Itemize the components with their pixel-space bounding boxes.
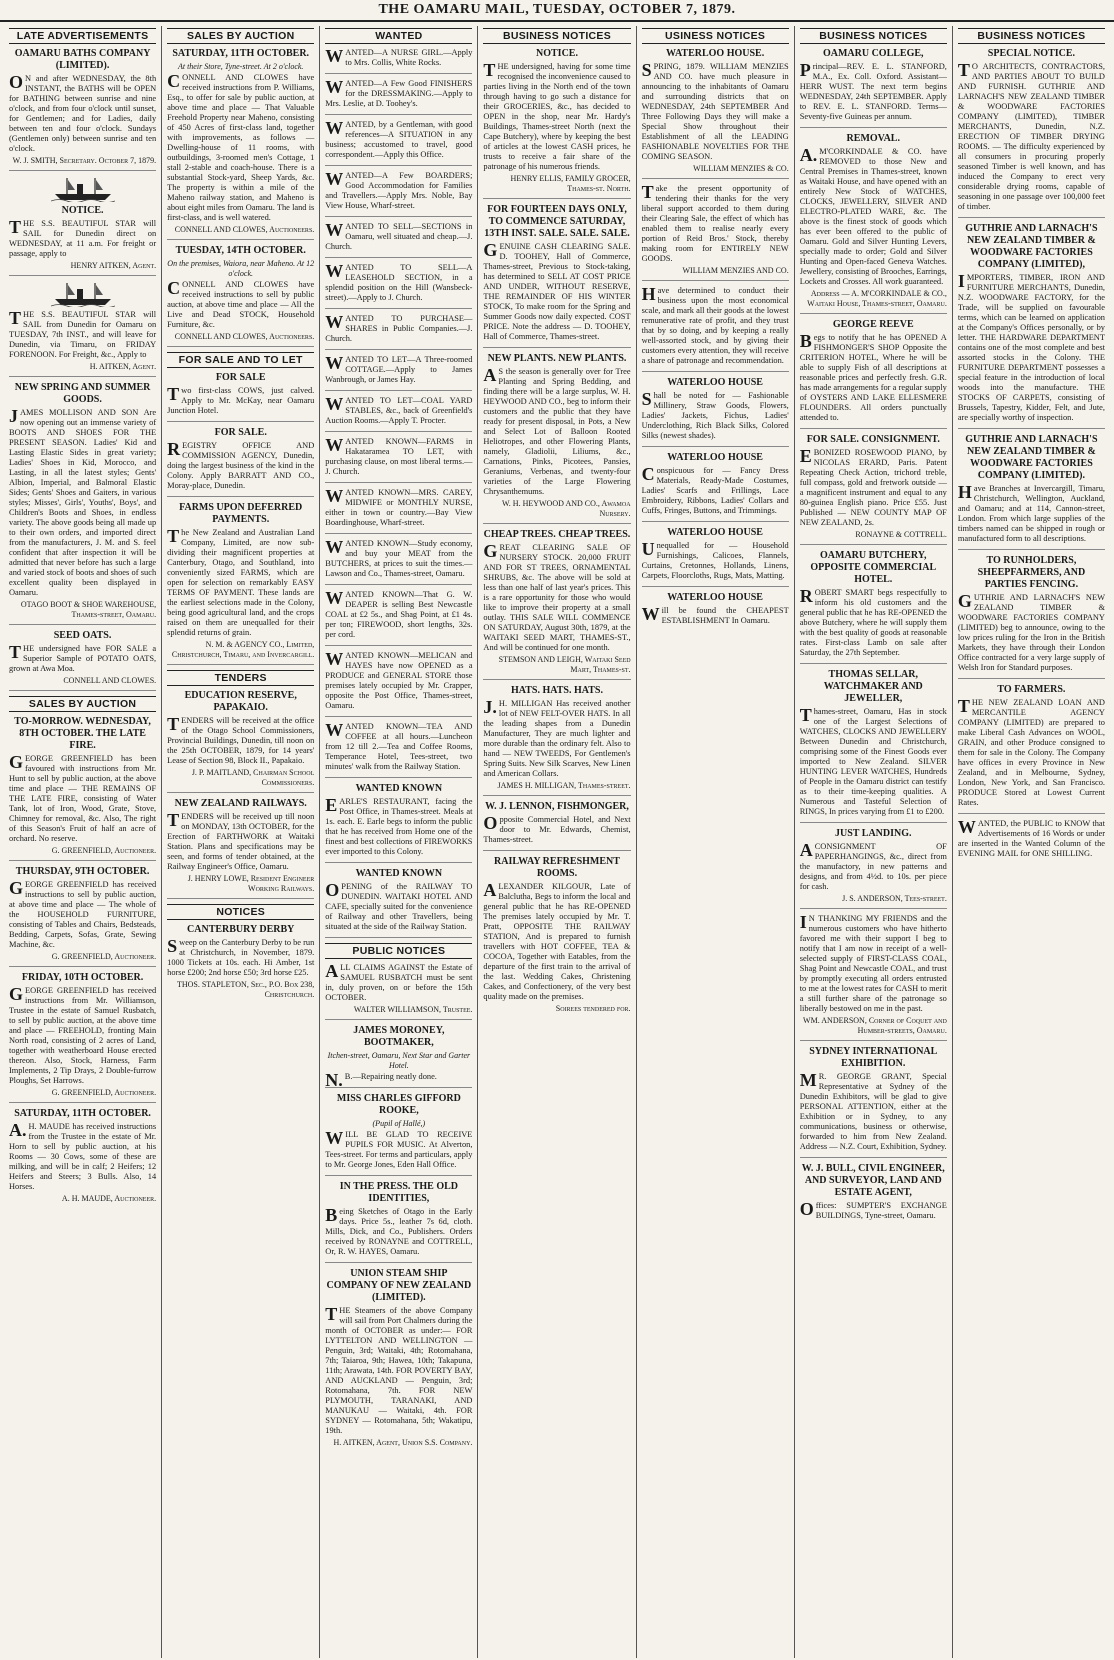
column-2: [162, 26, 320, 1658]
advertisement: [325, 539, 472, 585]
ad-title: FOR SALE. CONSIGNMENT.: [806, 434, 940, 445]
advertisement: [9, 972, 156, 1103]
advertisement: [325, 79, 472, 115]
advertisement: [325, 963, 472, 1020]
ad-body: WANTED—A Few Good FINISHERS for the DRESSMAKING.—Apply to Mrs. Leslie, at D. Toohey's.: [325, 77, 473, 108]
advertisement: [642, 592, 789, 631]
ad-title: NEW SPRING AND SUMMER GOODS.: [14, 382, 151, 405]
ad-body: ALEXANDER KILGOUR, Late of Balclutha, Begs to inform the local and general public that he has RE-OPENED The premises lately occupied by Mr. T. Pratt, OPPOSITE THE RAILWAY STATION, And is prepared to furnish travellers with HOT COFFEE, TEA & COCOA, Together with Eatables, from the departure of the first train to the arrival of the last. Wedding Cakes, Christening Cakes, and Confectionery, of the very best quality made on the premises.: [483, 880, 631, 1001]
advertisement: [9, 281, 156, 377]
ad-body: THE Steamers of the above Company will sail from Port Chalmers during the month of OCTOBER as under:— FOR LYTTELTON AND WELLINGTON — Penguin, 3rd; Waitaki, 4th; Rotomahana, 7th; Taiaroa, 9th; Hawea, 10th; Takapuna, 11th; Arawata, 14th. FOR POVERTY BAY, AND AUCKLAND — Penguin, 3rd; Rotomahana, 7th. FOR NEW PLYMOUTH, TARANAKI, AND MANUKAU — Waitaki, 4th. FOR SYDNEY — Rotomahana, 5th; Wakatipu, 19th.: [325, 1304, 473, 1435]
ad-title: NOTICE.: [536, 48, 578, 59]
advertisement: [483, 856, 630, 1018]
advertisement: [325, 222, 472, 258]
ad-signature: THOS. STAPLETON, Sec., P.O. Box 238, Christchurch.: [176, 980, 315, 999]
masthead-title: THE OAMARU MAIL, TUESDAY, OCTOBER 7, 1879.: [0, 0, 1114, 22]
ad-body: ACONSIGNMENT OF PAPERHANGINGS, &c., direct from the manufactory, in new patterns and designs, and from 4½d. to 10s. per piece for cash.: [799, 840, 947, 891]
steamship-icon: [51, 176, 115, 202]
ad-body: Being Sketches of Otago in the Early days. Price 5s., leather 7s 6d, cloth. Mills, Dick, and Co., Publishers. Orders received by RONAYNE and COTTRELL, Or, R. W. HAYES, Oamaru.: [325, 1205, 473, 1256]
advertisement: [325, 396, 472, 432]
section-heading: SALES BY AUCTION: [9, 696, 156, 712]
advertisement: [642, 377, 789, 447]
advertisement: [958, 48, 1105, 218]
ad-signature: G. GREENFIELD, Auctioneer.: [51, 952, 157, 961]
ad-body: Take the present opportunity of tendering their thanks for the very liberal support accorded to them during their Clearing Sale, the effect of which has enabled them to realise nearly every portion of Reid Bros.' Stock, thereby making room for ENTIRELY NEW GOODS.: [641, 182, 789, 263]
ad-body: IN THANKING MY FRIENDS and the numerous customers who have hitherto favored me with their support I beg to notify that I am now in receipt of a well-selected supply of FIRST-CLASS COAL, Shag Point and Newcastle COAL, and trust by promptly executing all orders entrusted to me at the lowest rates for CASH to merit a still further share of the patronage so liberally bestowed on me in the past.: [799, 912, 947, 1013]
advertisement: [800, 133, 947, 314]
ad-title: WATERLOO HOUSE: [667, 452, 763, 463]
ad-body: AS the season is generally over for Tree Planting and Spring Bedding, and finding there will be a large surplus, W. H. HEYWOOD AND CO., beg to inform their customers and the public that they have ready for present disposal, in Pots, a New and Select Lot of Balloon Rooted Heliotropes, and other Flowering Plants, namely, Gladiolii, Liliums, &c., Carnations, Pinks, Picotees, Pansies, Geraniums, Verbenas, and twenty-four varieties of the Large Flowering Chrysanthemums.: [483, 365, 631, 496]
column-heading: WANTED: [325, 28, 472, 44]
ad-body: WANTED, the PUBLIC to KNOW that Advertisements of 16 Words or under are inserted in the Wanted Column of the EVENING MAIL for ONE SHILLING.: [957, 817, 1105, 858]
advertisement: [325, 1025, 472, 1088]
ad-signature: Soirees tendered for.: [555, 1004, 631, 1013]
column-6: [795, 26, 953, 1658]
ad-body: Have Branches at Invercargill, Timaru, Christchurch, Wellington, Auckland, and Oamaru; and at 114, Cannon-street, London. From which large supplies of the timbers named can be shipped in rough or manufactured form to all descriptions.: [957, 482, 1105, 543]
ad-signature: CONNELL AND CLOWES.: [63, 676, 157, 685]
ad-subtitle: (Pupil of Hallé,): [372, 1119, 426, 1128]
ad-body: WANTED, by a Gentleman, with good references—A SITUATION in any business; accustomed to travel, good correspondent.—Apply this Office.: [325, 118, 473, 159]
advertisement: [483, 529, 630, 680]
ad-title: CHEAP TREES. CHEAP TREES.: [483, 529, 631, 540]
ad-body: WANTED KNOWN—That G. W. DEAPER is selling Best Newcastle COAL at £2 5s., and Shag Point, at £1 4s. per ton; FIREWOOD, short lengths, 32s. per cord.: [325, 588, 473, 639]
advertisement: [9, 630, 156, 691]
ad-signature: G. GREENFIELD, Auctioneer.: [51, 846, 157, 855]
ad-signature: Address — A. M'CORKINDALE & CO., Waitaki House, Thames-street, Oamaru.: [807, 289, 947, 308]
advertisement: [325, 263, 472, 309]
ad-body: WANTED—A NURSE GIRL.—Apply to Mrs. Collis, White Rocks.: [325, 46, 473, 67]
ad-body: EBONIZED ROSEWOOD PIANO, by NICOLAS ERARD, Paris. Patent Repeating Check Action, trichord treble, full compass, gold and fretwork outside — a magnificent instrument and equal to any 80-guinea English piano. Price £55. Just Published — NEW COUNTY MAP OF NEW ZEALAND, 2s.: [799, 446, 947, 527]
ad-signature: H. AITKEN, Agent, Union S.S. Company.: [333, 1438, 473, 1447]
advertisement: [325, 120, 472, 166]
column-5: [637, 26, 795, 1658]
ad-title: FOR SALE.: [214, 427, 267, 438]
advertisement: [325, 1181, 472, 1263]
ad-body: Unequalled for — Household Furnishings, Calicoes, Flannels, Curtains, Cretonnes, Hollands, Linens, Carpets, Floorcloths, Rugs, Mats, Matting.: [641, 539, 789, 580]
ad-body: ON and after WEDNESDAY, the 8th INSTANT, the BATHS will be OPEN for BATHING between sunrise and nine o'clock, and from four o'clock until sunset, for Gentlemen; and for Ladies, daily between ten and four o'clock. Sundays (Gentlemen only) between sunrise and ten o'clock.: [9, 72, 157, 153]
ad-title: NEW ZEALAND RAILWAYS.: [174, 798, 307, 809]
ad-body: Offices: SUMPTER'S EXCHANGE BUILDINGS, Tyne-street, Oamaru.: [799, 1199, 947, 1220]
ad-signature: W. J. SMITH, Secretary. October 7, 1879.: [12, 156, 157, 165]
advertisement: [9, 48, 156, 171]
advertisement: [325, 651, 472, 717]
ad-body: Begs to notify that he has OPENED A FISHMONGER'S SHOP Opposite the CRITERION HOTEL, Where he will be able to supply Fish of all descriptions at reasonable prices and perfectly fresh. G.R. has made arrangements for a regular supply of OYSTERS AND LAKE ELLESMERE FLOUNDERS. All orders punctually attended to.: [799, 331, 947, 422]
ad-title: WANTED KNOWN: [355, 783, 443, 794]
advertisement: [800, 669, 947, 823]
ad-body: A.M'CORKINDALE & CO. have REMOVED to those New and Central Premises in Thames-street, known as Waitaki House, and have opened with an entirely New Stock of WATCHES, CLOCKS, JEWELLERY, SILVER AND ELECTRO-PLATED WARE, &c. The above is the finest stock of goods which has ever been offered to the public of Oamaru. Gold and Silver Hunting Levers, specially made to order; Gold and Silver Hunting and Open-faced Geneva Watches. Jewellery, consisting of Brooches, Earrings, Lockets and Crosses. All work guaranteed.: [799, 145, 947, 286]
advertisement: [325, 1093, 472, 1176]
ad-body: WANTED TO LET—A Three-roomed COTTAGE.—Apply to James Wanbrough, or James Hay.: [325, 353, 473, 384]
ad-title: OAMARU BUTCHERY, OPPOSITE COMMERCIAL HOTEL.: [810, 550, 937, 585]
advertisement: [167, 427, 314, 497]
ad-title: IN THE PRESS. THE OLD IDENTITIES,: [339, 1181, 458, 1204]
ad-title: GEORGE REEVE: [832, 319, 914, 330]
advertisement: [325, 437, 472, 483]
ad-signature: WILLIAM MENZIES & CO.: [693, 164, 789, 173]
section-heading: NOTICES: [167, 904, 314, 920]
ad-body: WANTED TO LET—COAL YARD STABLES, &c., back of Greenfield's Auction Rooms.—Apply T. Procter.: [325, 394, 473, 425]
ad-title: W. J. BULL, CIVIL ENGINEER, AND SURVEYOR, LAND AND ESTATE AGENT,: [801, 1163, 945, 1198]
ad-body: EARLE'S RESTAURANT, facing the Post Office, in Thames-street. Meals at 1s. each. E. Earle begs to inform the public that he has received from Home one of the finest and best collections of FIREWORKS ever imported to this Colony.: [325, 795, 473, 856]
advertisement: [483, 685, 630, 796]
ad-body: Have determined to conduct their business upon the most economical scale, and mark all their goods at the lowest remunerative rate of profit, and they trust that by so doing, and by keeping a really well-assorted stock, and by giving their customers every attention, they will receive a share of patronage and recommendation.: [641, 284, 789, 365]
advertisement: [800, 914, 947, 1041]
ad-body: JAMES MOLLISON AND SON Are now opening out an immense variety of BOOTS AND SHOES FOR THE PRESENT SEASON. Ladies' Kid and Lasting Elastic Sides in great variety; Ladies' Shoes in Kid, Morocco, and Lasting, in all the latest styles; Gents' Albion, Imperial, and Balmoral Elastic Sides; Gents' Shoes and Gaiters, in various styles; Misses', Girls', Youths', Boys', and Children's Boots and Shoes, in endless variety. The above goods being all made up to their own orders, and imported direct from the manufacturers, J. M. and S. feel confident that after inspection it will be admitted that never before has such a large and varied stock of boots and shoes of such excellent quality been displayed in Oamaru.: [9, 406, 157, 597]
section-heading: FOR SALE AND TO LET: [167, 352, 314, 368]
ad-title: UNION STEAM SHIP COMPANY OF NEW ZEALAND (LIMITED).: [326, 1268, 472, 1303]
ad-body: CONNELL AND CLOWES have received instructions from P. Williams, Esq., to offer for sale by public auction, at above time and place — That Valuable Freehold Property near Maheno, consisting of 450 Acres of first-class land, together with improvements, as follows — Dwelling-house of 11 rooms, with outbuildings, 3-roomed men's Cottage, 1 stall 2-stable and coach-house. There is a substantial Stock-yard, Sheep Yards, &c. The property is within a mile of the Maheno railway station, and Maheno is about eight miles from Oamaru. The land is first-class, and is well watered.: [167, 71, 315, 222]
ad-body: THE undersigned, having for some time recognised the inconvenience caused to parties living in the North end of the town through having to go such a distance for their GROCERIES, &c., has decided to OPEN in the shop, near Mr. Hardy's Buildings, Thames-street North (next the Cape Butchery), where by keeping the best of articles at the lowest CASH prices, he trusts to receive a fair share of the patronage of his numerous friends.: [483, 60, 631, 171]
ad-body: GEORGE GREENFIELD has received instructions to sell by public auction, at above time and place — The whole of the HOUSEHOLD FURNITURE, consisting of Tables and Chairs, Bedsteads, Bedding, Carpets, Sofas, Grate, Sewing Machine, &c.: [9, 878, 157, 949]
ad-signature: H. AITKEN, Agent.: [89, 362, 157, 371]
ad-body: Conspicuous for — Fancy Dress Materials, Ready-Made Costumes, Ladies' Scarfs and Frillings, Lace Embroidery, Ribbons, Ladies' Collars and Cuffs, Fringes, Buttons, and Trimmings.: [641, 464, 789, 515]
column-1: [4, 26, 162, 1658]
ad-title: GUTHRIE AND LARNACH'S NEW ZEALAND TIMBER & WOODWARE FACTORIES COMPANY (LIMITED).: [965, 434, 1098, 481]
advertisement: [800, 1163, 947, 1226]
section-heading: TENDERS: [167, 670, 314, 686]
advertisement: [642, 184, 789, 281]
column-3: [320, 26, 478, 1658]
ad-title: GUTHRIE AND LARNACH'S NEW ZEALAND TIMBER & WOODWARE FACTORIES COMPANY (LIMITED),: [965, 223, 1098, 270]
advertisement: [325, 48, 472, 74]
ad-signature: CONNELL AND CLOWES, Auctioneers.: [174, 332, 315, 341]
ad-title: OAMARU COLLEGE,: [822, 48, 924, 59]
ad-body: GEORGE GREENFIELD has received instructions from Mr. Williamson, Trustee in the estate of Samuel Rusbatch, to sell by public auction, at the above time and place — FREEHOLD, fronting Main North road, consisting of 2 acres of Land, together with weatherboard House erected thereon. Also, Stock, Harness, Farm Implements, 2 Tip Drays, 2 Double-furrow Ploughs, Set Harrows.: [9, 984, 157, 1085]
ad-body: WANTED TO SELL—SECTIONS in Oamaru, well situated and cheap.—J. Church.: [325, 220, 473, 251]
ad-body: J.H. MILLIGAN Has received another lot of NEW FELT-OVER HATS. In all the leading shapes from a Dunedin Manufacturer, They are much lighter and more durable than the ordinary felt. Also to hand — NEW TWEEDS, For Gentlemen's Spring Suits. New Silk Scarves, New Linen and American Collars.: [483, 697, 631, 778]
ad-title: TO-MORROW. WEDNESDAY, 8TH OCTOBER. THE LATE FIRE.: [14, 716, 151, 751]
ad-body: GENUINE CASH CLEARING SALE. D. TOOHEY, Hall of Commerce, Thames-street, Previous to Stock-taking, has determined to SELL AT COST PRICE AND UNDER, WITHOUT RESERVE, THE REMAINDER OF HIS WINTER STOCK, To make room for the Spring and Summer Goods now daily expected. COST PRICE. Note the address — D. TOOHEY, Hall of Commerce, Thames-street.: [483, 240, 631, 341]
ad-title: NEW PLANTS. NEW PLANTS.: [487, 353, 627, 364]
ad-body: WANTED KNOWN—MELICAN and HAYES have now OPENED as a PRODUCE and GENERAL STORE those premises lately occupied by Mr. Crapper, opposite the Post Office, Thames-street, Oamaru.: [325, 649, 473, 710]
ad-title: FARMS UPON DEFERRED PAYMENTS.: [179, 502, 303, 525]
ad-body: WANTED KNOWN—MRS. CAREY, MIDWIFE or MONTHLY NURSE, either in town or country.—Bay View Boardinghouse, Wharf-street.: [325, 486, 473, 527]
column-heading: BUSINESS NOTICES: [483, 28, 630, 44]
ad-body: SPRING, 1879. WILLIAM MENZIES AND CO. have much pleasure in announcing to the inhabitants of Oamaru and surrounding districts that on WEDNESDAY, 24th SEPTEMBER And Three Following Days they will make a Special Show throughout their Establishment of all the LEADING FASHIONABLE NOVELTIES FOR THE COMING SEASON.: [641, 60, 789, 161]
ad-body: ALL CLAIMS AGAINST the Estate of SAMUEL RUSBATCH must be sent in, duly proven, on or before the 15th OCTOBER.: [325, 961, 473, 1002]
ad-title: HATS. HATS. HATS.: [511, 685, 603, 696]
ad-title: TUESDAY, 14TH OCTOBER.: [175, 245, 306, 256]
advertisement: [9, 176, 156, 276]
advertisement: [800, 48, 947, 128]
advertisement: [325, 783, 472, 863]
ad-signature: A. H. MAUDE, Auctioneer.: [61, 1194, 157, 1203]
ad-body: TENDERS will be received up till noon on MONDAY, 13th OCTOBER, for the Erection of FARTHWORK at Waitaki Station. Plans and specifications may be seen, and forms of tender obtained, at the Railway Engineer's Office, Oamaru.: [167, 810, 315, 871]
ad-body: Opposite Commercial Hotel, and Next door to Mr. Edwards, Chemist, Thames-street.: [483, 813, 631, 844]
ad-title: WATERLOO HOUSE: [667, 377, 763, 388]
advertisement: [167, 502, 314, 665]
ad-body: OPENING of the RAILWAY TO DUNEDIN. WAITAKI HOTEL AND CAFE, specially suited for the convenience of Railway and other Travellers, being situated at the side of the Railway Station.: [325, 880, 473, 931]
ad-body: GREAT CLEARING SALE OF NURSERY STOCK. 20,000 FRUIT AND FOR ST TREES, ORNAMENTAL SHRUBS, &c. The above will be sold at less than one half of last year's prices. This is a rare opportunity for those who would like to improve their property at a small outlay. THIS SALE WILL COMMENCE ON SATURDAY, August 30th, 1879, at the WAITAKI SEED MART, THAMES-ST., And will be continued for one month.: [483, 541, 631, 652]
advertisement: [958, 819, 1105, 864]
ad-subtitle: On the premises, Waiora, near Maheno. At 12 o'clock.: [167, 259, 315, 278]
ad-signature: J. P. MAITLAND, Chairman School Commissioners.: [191, 768, 315, 787]
ad-body: WILL BE GLAD TO RECEIVE PUPILS FOR MUSIC. At Alverton, Tees-street. For terms and particulars, apply to Mr. George Jones, Eden Hall Office.: [325, 1128, 473, 1169]
ad-title: WATERLOO HOUSE: [667, 592, 763, 603]
advertisement: [325, 722, 472, 778]
ad-body: WANTED KNOWN—Study economy, and buy your MEAT from the BUTCHERS, at prices to suit the times.—Lawson and Co., Thames-street, Oamaru.: [325, 537, 473, 578]
advertisement: [483, 204, 630, 348]
ad-body: TENDERS will be received at the office of the Otago School Commissioners, Provincial Buildings, Dunedin, till noon on the 25th OCTOBER, 1879, for 14 years' Lease of Section 98, Block II., Papakaio.: [167, 714, 315, 765]
ad-signature: CONNELL AND CLOWES, Auctioneers.: [174, 225, 315, 234]
ad-body: Shall be noted for — Fashionable Millinery, Straw Goods, Flowers, Ladies' Jackets, Fichus, Ladies' Underclothing, Rich Black Silks, Colored Silks (newest shades).: [641, 389, 789, 440]
ad-signature: G. GREENFIELD, Auctioneer.: [51, 1088, 157, 1097]
ad-body: THE undersigned have FOR SALE a Superior Sample of POTATO OATS, grown at Awa Moa.: [9, 642, 157, 673]
ad-body: THE NEW ZEALAND LOAN AND MERCANTILE AGENCY COMPANY (LIMITED) are prepared to make Liberal Cash Advances on WOOL, GRAIN, and other Produce consigned to them for sale in the Colony. The Company have offices in every Province in New Zealand, and in Melbourne, Sydney, London, New York, and San Francisco. PRODUCE Stored at Lowest Current Rates.: [957, 696, 1105, 807]
ad-body: WANTED—A Few BOARDERS; Good Accommodation for Families and Travellers.—Apply Mrs. Noble, Bay View House, Wharf-street.: [325, 169, 473, 210]
ad-body: WANTED TO SELL—A LEASEHOLD SECTION, in a splendid position on the Hill (Wansbeck-street).—Apply to J. Church.: [325, 261, 473, 302]
advertisement: [9, 716, 156, 861]
steamship-icon: [51, 281, 115, 307]
ad-body: GUTHRIE AND LARNACH'S NEW ZEALAND TIMBER & WOODWARE FACTORIES COMPANY (LIMITED) beg to announce, owing to the low prices ruling for the Iron in the British Markets, they have through their London Office contracted for a very large supply of Welsh Iron for Standard purposes.: [957, 591, 1105, 672]
ad-body: Will be found the CHEAPEST ESTABLISHMENT In Oamaru.: [641, 604, 789, 625]
ad-signature: J. HENRY LOWE, Resident Engineer Working Railways.: [187, 874, 315, 893]
column-heading: LATE ADVERTISEMENTS: [9, 28, 156, 44]
advertisement: [958, 555, 1105, 679]
ad-body: GEORGE GREENFIELD has been favoured with instructions from Mr. Hunt to sell by public auction, at the above time and place — THE REMAINS OF THE LATE FIRE, consisting of Water Tank, lot of Iron, Wood, Grate, Stove, Chimney for removal, &c. Also, The right of this Season's Fruit of half an acre of orchard. No reserve.: [9, 752, 157, 843]
ad-title: FOR SALE: [215, 372, 266, 383]
ad-signature: JAMES H. MILLIGAN, Thames-street.: [497, 781, 631, 790]
advertisement: [800, 550, 947, 664]
ad-signature: J. S. ANDERSON, Tees-street.: [842, 894, 947, 903]
column-7: [953, 26, 1110, 1658]
ad-title: FOR FOURTEEN DAYS ONLY, TO COMMENCE SATURDAY, 13TH INST. SALE. SALE. SALE.: [484, 204, 630, 239]
ad-title: REMOVAL.: [846, 133, 900, 144]
section-heading: PUBLIC NOTICES: [325, 943, 472, 959]
advertisement: [325, 590, 472, 646]
ad-body: Two first-class COWS, just calved. Apply to Mr. McKay, near Oamaru Junction Hotel.: [167, 384, 315, 415]
advertisement: [325, 868, 472, 938]
ad-body: WANTED TO PURCHASE—SHARES in Public Companies.—J. Church.: [325, 312, 473, 343]
advertisement: [483, 48, 630, 199]
column-4: [478, 26, 636, 1658]
ad-signature: HENRY ELLIS, FAMILY GROCER, Thames-st. North.: [510, 174, 631, 193]
column-heading: BUSINESS NOTICES: [800, 28, 947, 44]
ad-body: Sweep on the Canterbury Derby to be run at Christchurch, in November, 1879. 1000 Tickets at 10s. each. Hi Amber, 1st horse £200; 2nd horse £50; 3rd horse £25.: [167, 936, 315, 977]
ad-signature: HENRY AITKEN, Agent.: [70, 261, 157, 270]
ad-signature: N. M. & AGENCY CO., Limited, Christchurch, Timaru, and Invercargill.: [171, 640, 315, 659]
ad-title: RAILWAY REFRESHMENT ROOMS.: [494, 856, 620, 879]
column-heading: USINESS NOTICES: [642, 28, 789, 44]
advertisement: [958, 684, 1105, 814]
ad-body: WANTED KNOWN—TEA AND COFFEE at all hours.—Luncheon from 12 till 2.—Tea and Coffee Rooms, Temperance Hotel, Tees-street, two minutes' walk from the Railway Station.: [325, 720, 473, 771]
ad-subtitle: At their Store, Tyne-street. At 2 o'clock.: [177, 62, 304, 71]
ad-title: W. J. LENNON, FISHMONGER,: [485, 801, 629, 812]
ad-body: Thames-street, Oamaru, Has in stock one of the Largest Selections of WATCHES, CLOCKS AND JEWELLERY Between Dunedin and Christchurch, comprising some of the Finest Goods ever imported to New Zealand. SILVER HUNTING LEVER WATCHES, Hundreds of People in the Oamaru district can testify as to their time-keeping qualities. A Numerous and Tasteful Selection of RINGS, In prices varying from £1 to £200.: [799, 705, 947, 816]
ad-signature: RONAYNE & COTTRELL.: [855, 530, 947, 539]
advertisement: [958, 434, 1105, 550]
advertisement: [325, 171, 472, 217]
ad-body: A.H. MAUDE has received instructions from the Trustee in the estate of Mr. Horn to sell by public auction, at his Rooms — 30 Cows, some of these are milking, and will be in calf; 2 Heifers; 12 Heifers and Steers; 3 Bulls. Also, 14 Horses.: [9, 1120, 157, 1191]
advertisement: [325, 314, 472, 350]
advertisement: [800, 319, 947, 429]
ad-title: JUST LANDING.: [835, 828, 912, 839]
advertisement: [167, 690, 314, 793]
ad-title: SPECIAL NOTICE.: [987, 48, 1076, 59]
ad-title: TO FARMERS.: [997, 684, 1066, 695]
advertisement: [800, 828, 947, 909]
ad-signature: STEMSON AND LEIGH, Waitaki Seed Mart, Thames-st.: [498, 655, 631, 674]
advertisement: [958, 223, 1105, 429]
ad-signature: OTAGO BOOT & SHOE WAREHOUSE, Thames-street, Oamaru.: [20, 600, 157, 619]
ad-body: ROBERT SMART begs respectfully to inform his old customers and the general public that he has RE-OPENED the above Butchery, where he will supply them with the best quality of goods at reasonable rates. First-class Lamb on sale after Saturday, the 27th September.: [799, 586, 947, 657]
column-heading: BUSINESS NOTICES: [958, 28, 1105, 44]
ad-title: FRIDAY, 10TH OCTOBER.: [21, 972, 144, 983]
ad-body: MR. GEORGE GRANT, Special Representative at Sydney of the Dunedin Exhibitors, will be glad to give PERSONAL ATTENTION, either at the Exhibition or in Sydney, to any communications, business or otherwise, forwarded to him from New Zealand. Address — N.Z. Court, Exhibition, Sydney.: [799, 1070, 947, 1151]
ad-signature: WILLIAM MENZIES AND CO.: [682, 266, 789, 275]
advertisement: [325, 488, 472, 534]
advertisement: [483, 801, 630, 851]
ad-signature: WALTER WILLIAMSON, Trustee.: [353, 1005, 473, 1014]
ad-body: CONNELL AND CLOWES have received instructions to sell by public auction, at above time and place — All the Live and Dead STOCK, Household Furniture, &c.: [167, 278, 315, 329]
ad-body: REGISTRY OFFICE AND COMMISSION AGENCY, Dunedin, doing the largest business of the kind in the Colony. Apply BARRATT AND CO., Moray-place, Dunedin.: [167, 439, 315, 490]
ad-signature: W. H. HEYWOOD AND CO., Awamoa Nursery.: [501, 499, 631, 518]
advertisement: [167, 48, 314, 240]
ad-body: IMPORTERS, TIMBER, IRON AND FURNITURE MERCHANTS, Dunedin, N.Z. WOODWARE FACTORY, for the Trade, will be supplied on favourable terms, which can be learned on application at the Company's Offices personally, or by letter. THE HARDWARE DEPARTMENT contains one of the most complete and best assorted stocks in the Colony. THE FURNITURE DEPARTMENT possesses a special feature in the introduction of local woods into the manufacture. THE STOCKS OF CARPETS, consisting of Brussels, Tapestry, Kidder, Felt, and Jute, are specially worthy of inspection.: [957, 271, 1105, 422]
ad-body: THE S.S. BEAUTIFUL STAR will SAIL for Dunedin direct on WEDNESDAY, at 11 a.m. For freight or passage, apply to: [9, 217, 157, 258]
advertisement: [642, 286, 789, 372]
advertisement: [167, 372, 314, 422]
ad-body: TO ARCHITECTS, CONTRACTORS, AND PARTIES ABOUT TO BUILD AND FURNISH. GUTHRIE AND LARNACH'S NEW ZEALAND TIMBER & WOODWARE FACTORIES COMPANY (LIMITED), TIMBER MERCHANTS, Dunedin, N.Z. ERECTION OF TIMBER DRYING ROOMS. — The difficulty experienced by all consumers in procuring properly seasoned Timber is well known, and has induced the Company to erect very considerable drying rooms, capable of seasoning in one passage over 100,000 feet of timber.: [957, 60, 1105, 211]
advertisement: [167, 798, 314, 899]
ad-title: MISS CHARLES GIFFORD ROOKE,: [336, 1093, 461, 1116]
ad-title: WATERLOO HOUSE: [667, 527, 763, 538]
column-heading: SALES BY AUCTION: [167, 28, 314, 44]
advertisement: [9, 382, 156, 625]
ad-title: EDUCATION RESERVE, PAPAKAIO.: [184, 690, 297, 713]
advertisement: [9, 1108, 156, 1208]
columns-container: [0, 22, 1114, 1658]
ad-title: WATERLOO HOUSE.: [666, 48, 765, 59]
ad-body: THE S.S. BEAUTIFUL STAR will SAIL from Dunedin for Oamaru on TUESDAY, 7th INST., and will leave for Dunedin, via Timaru, on FRIDAY FORENOON. For Freight, &c., Apply to: [9, 308, 157, 359]
ad-title: TO RUNHOLDERS, SHEEPFARMERS, AND PARTIES FENCING.: [977, 555, 1086, 590]
ad-body: Principal—REV. E. L. STANFORD, M.A., Ex. Coll. Oxford. Assistant—HERR WUST. The next term begins WEDNESDAY, 24th SEPTEMBER. Apply to REV. E. L. STANFORD. Terms—Seventy-five Guineas per annum.: [799, 60, 947, 121]
ad-body: N.B.—Repairing neatly done.: [325, 1070, 437, 1090]
ad-title: JAMES MORONEY, BOOTMAKER,: [353, 1025, 445, 1048]
ad-title: OAMARU BATHS COMPANY (LIMITED).: [14, 48, 151, 71]
ad-title: SATURDAY, 11TH OCTOBER.: [14, 1108, 151, 1119]
advertisement: [642, 452, 789, 522]
advertisement: [642, 527, 789, 587]
advertisement: [800, 1046, 947, 1158]
ad-title: THURSDAY, 9TH OCTOBER.: [15, 866, 150, 877]
ad-title: SATURDAY, 11TH OCTOBER.: [172, 48, 310, 59]
advertisement: [9, 866, 156, 967]
ad-body: The New Zealand and Australian Land Company, Limited, are now sub-dividing their magnificent properties at Canterbury, Otago, and Southland, into conveniently sized FARMS, which are open for selection on remarkably EASY TERMS OF PAYMENT. These lands are the earliest selections made in the Colony, being good agricultural land, and the crops raised on them are unequalled for their splendid returns of grain.: [167, 526, 315, 637]
advertisement: [800, 434, 947, 545]
ad-subtitle: Itchen-street, Oamaru, Next Star and Garter Hotel.: [327, 1051, 471, 1070]
advertisement: [642, 48, 789, 179]
advertisement: [167, 245, 314, 347]
ad-body: WANTED KNOWN—FARMS in Hakataramea TO LET, with purchasing clause, on most liberal terms.—J. Church.: [325, 435, 473, 476]
ad-title: SYDNEY INTERNATIONAL EXHIBITION.: [809, 1046, 938, 1069]
ad-title: SEED OATS.: [53, 630, 112, 641]
ad-title: WANTED KNOWN: [355, 868, 443, 879]
advertisement: [167, 924, 314, 1004]
advertisement: [483, 353, 630, 524]
advertisement: [325, 1268, 472, 1452]
ad-title: CANTERBURY DERBY: [187, 924, 295, 935]
ad-title: NOTICE.: [61, 205, 104, 216]
ad-signature: WM. ANDERSON, Corner of Coquet and Humber-streets, Oamaru.: [803, 1016, 947, 1035]
ad-title: THOMAS SELLAR, WATCHMAKER AND JEWELLER,: [823, 669, 923, 704]
advertisement: [325, 355, 472, 391]
